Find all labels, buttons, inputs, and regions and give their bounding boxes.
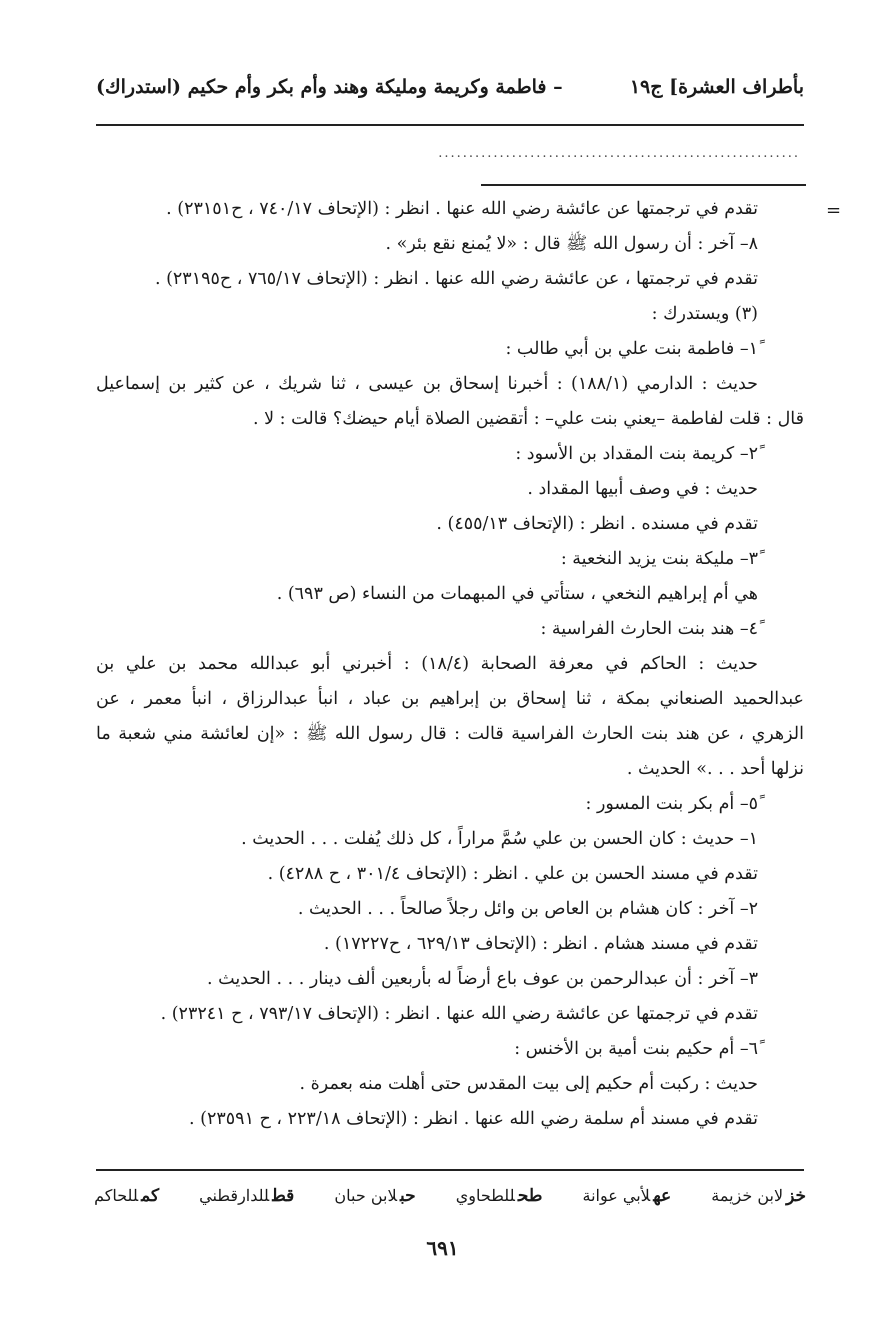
text-line: عبدالحميد الصنعاني بمكة ، ثنا إسحاق بن إبراهيم بن عباد ، انبأ عبدالرزاق ، انبأ معمر ، عن	[96, 689, 804, 709]
running-header	[96, 76, 804, 98]
entry-heading: ٦ً– أم حكيم بنت أمية بن الأخنس :	[514, 1039, 758, 1059]
text-line: ٣– آخر : أن عبدالرحمن بن عوف باع أرضاً له بأربعين ألف دينار . . . الحديث .	[207, 969, 758, 989]
text-line: ٨– آخر : أن رسول الله ﷺ قال : «لا يُمنع نقع بئر» .	[385, 234, 758, 254]
abbreviation-item	[711, 1186, 806, 1206]
abbreviation-code: حب	[400, 1186, 416, 1206]
abbreviation-item	[94, 1186, 159, 1206]
text-line: حديث : ركبت أم حكيم إلى بيت المقدس حتى أهلت منه بعمرة .	[299, 1074, 758, 1094]
abbreviation-meaning: لابن حبان	[334, 1186, 397, 1205]
body-text	[96, 192, 804, 1137]
text-line: حديث : الحاكم في معرفة الصحابة (١٨/٤) : أخبرني أبو عبدالله محمد بن علي بن	[96, 654, 758, 674]
continuation-mark: =	[826, 200, 842, 221]
text-line: ٢– آخر : كان هشام بن العاص بن وائل رجلاً صالحاً . . . الحديث .	[297, 899, 758, 919]
abbreviation-item	[582, 1186, 671, 1206]
abbreviation-item	[456, 1186, 543, 1206]
header-rule	[96, 124, 804, 126]
abbreviation-meaning: للطحاوي	[455, 1186, 515, 1205]
text-line: تقدم في ترجمتها عن عائشة رضي الله عنها . انظر : (الإتحاف ٧٩٣/١٧ ، ح ٢٣٢٤١) .	[160, 1004, 758, 1024]
abbreviation-meaning: للدارقطني	[199, 1186, 270, 1205]
text-line: الزهري ، عن هند بنت الحارث الفراسية قالت : قال رسول الله ﷺ : «إن لعائشة مني شعبة ما	[96, 724, 804, 744]
text-line: تقدم في مسنده . انظر : (الإتحاف ٤٥٥/١٣) .	[436, 514, 758, 534]
entry-heading: ٥ً– أم بكر بنت المسور :	[585, 794, 758, 814]
entry-heading: ٤ً– هند بنت الحارث الفراسية :	[540, 619, 758, 639]
abbreviation-code: كم	[141, 1186, 160, 1206]
abbreviation-meaning: لأبي عوانة	[582, 1186, 651, 1205]
text-line: تقدم في ترجمتها عن عائشة رضي الله عنها . انظر : (الإتحاف ٧٤٠/١٧ ، ح٢٣١٥١) .	[166, 199, 758, 219]
abbreviation-key	[94, 1186, 806, 1206]
abbreviation-code: خز	[786, 1186, 806, 1206]
continuation-rule	[481, 184, 806, 186]
text-line: تقدم في ترجمتها ، عن عائشة رضي الله عنها . انظر : (الإتحاف ٧٦٥/١٧ ، ح٢٣١٩٥) .	[154, 269, 758, 289]
text-line: نزلها أحد . . .» الحديث .	[626, 759, 804, 779]
entry-heading: ٣ً– مليكة بنت يزيد النخعية :	[560, 549, 758, 569]
text-line: تقدم في مسند الحسن بن علي . انظر : (الإتحاف ٣٠١/٤ ، ح ٤٢٨٨) .	[267, 864, 758, 884]
abbreviation-meaning: لابن خزيمة	[711, 1186, 784, 1205]
abbreviation-item	[334, 1186, 415, 1206]
abbreviation-meaning: للحاكم	[94, 1186, 139, 1205]
text-line: حديث : في وصف أبيها المقداد .	[527, 479, 758, 499]
text-line: ١– حديث : كان الحسن بن علي سُمَّ مراراً ، كل ذلك يُفلت . . . الحديث .	[241, 829, 758, 849]
text-line: قال : قلت لفاطمة –يعني بنت علي– : أتقضين الصلاة أيام حيضك؟ قالت : لا .	[253, 409, 804, 429]
section-heading: (٣) ويستدرك :	[651, 304, 758, 324]
section-title: – فاطمة وكريمة ومليكة وهند وأم بكر وأم حكيم (استدراك)	[96, 76, 563, 98]
footer-rule	[96, 1169, 804, 1171]
text-line: هي أم إبراهيم النخعي ، ستأتي في المبهمات من النساء (ص ٦٩٣) .	[276, 584, 758, 604]
page-number: ٦٩١	[426, 1236, 459, 1260]
abbreviation-item	[199, 1186, 294, 1206]
entry-heading: ١ً– فاطمة بنت علي بن أبي طالب :	[505, 339, 758, 359]
abbreviation-code: عه	[653, 1186, 672, 1206]
text-line: تقدم في مسند هشام . انظر : (الإتحاف ٦٢٩/١٣ ، ح١٧٢٢٧) .	[323, 934, 758, 954]
book-title: بأطراف العشرة] ج١٩	[629, 76, 804, 98]
text-line: حديث : الدارمي (١٨٨/١) : أخبرنا إسحاق بن عيسى ، ثنا شريك ، عن كثير بن إسماعيل	[96, 374, 758, 394]
abbreviation-code: قط	[272, 1186, 295, 1206]
entry-heading: ٢ً– كريمة بنت المقداد بن الأسود :	[515, 444, 758, 464]
separator-dots: ...........................................................	[438, 146, 800, 160]
abbreviation-code: طح	[517, 1186, 543, 1206]
text-line: تقدم في مسند أم سلمة رضي الله عنها . انظر : (الإتحاف ٢٢٣/١٨ ، ح ٢٣٥٩١) .	[189, 1109, 758, 1129]
